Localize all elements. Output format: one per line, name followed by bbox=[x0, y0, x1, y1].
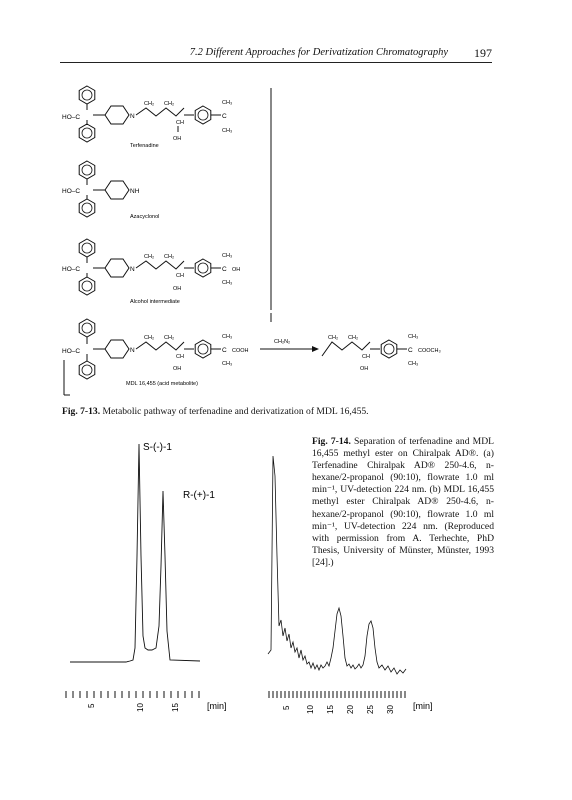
svg-text:CH: CH bbox=[176, 354, 184, 360]
svg-text:OH: OH bbox=[232, 267, 241, 273]
svg-text:COOH: COOH bbox=[232, 348, 249, 354]
compound-label: Alcohol intermediate bbox=[130, 299, 180, 305]
compound-label: Terfenadine bbox=[130, 143, 159, 149]
tick-label: 25 bbox=[366, 705, 375, 714]
svg-text:N: N bbox=[130, 113, 135, 120]
svg-text:COOCH₃: COOCH₃ bbox=[418, 348, 441, 354]
svg-text:N: N bbox=[130, 347, 135, 354]
svg-text:CH₃: CH₃ bbox=[408, 361, 419, 367]
figure-13-label: Fig. 7-13. bbox=[62, 406, 101, 417]
structure-azacyclonol bbox=[62, 161, 159, 220]
svg-text:OH: OH bbox=[173, 136, 182, 142]
svg-text:C: C bbox=[222, 113, 227, 120]
structure-methyl-ester bbox=[322, 334, 441, 372]
svg-text:CH₃: CH₃ bbox=[222, 280, 233, 286]
chromatogram-a bbox=[66, 442, 227, 712]
tick-label: 10 bbox=[136, 703, 145, 712]
svg-text:CH₃: CH₃ bbox=[408, 334, 419, 340]
svg-text:CH₃: CH₃ bbox=[222, 128, 233, 134]
svg-text:OH: OH bbox=[360, 366, 369, 372]
figure-14-text: Separation of terfenadine and MDL 16,455 methyl ester on Chiralpak AD®. (a) Terfenadine Chiralpak AD® 250-4.6, n-hexane/2-propanol (90:10), flowrate 1.0 ml min⁻¹, UV-detection 224 nm. (b) MDL 16,455 methyl ester Chiralpak AD® 250-4.6, n-hexane/2-propanol (90:10), flowrate 1.0 ml min⁻¹, UV-detection 224 nm. (Reproduced with permission from A. Terhechte, PhD Thesis, University of Münster, Münster, 1993 [24].) bbox=[312, 436, 494, 568]
axis-unit: [min] bbox=[207, 701, 227, 711]
svg-text:CH₃: CH₃ bbox=[222, 100, 233, 106]
page-number: 197 bbox=[474, 46, 492, 60]
svg-text:CH₂: CH₂ bbox=[164, 101, 175, 107]
compound-label: Azacyclonol bbox=[130, 214, 160, 220]
structure-alcohol-intermediate bbox=[62, 239, 240, 305]
svg-text:OH: OH bbox=[173, 366, 182, 372]
peak-label-s: S-(-)-1 bbox=[143, 442, 172, 453]
svg-text:HO–C: HO–C bbox=[62, 266, 81, 273]
svg-text:CH₃: CH₃ bbox=[222, 361, 233, 367]
svg-text:CH₂: CH₂ bbox=[164, 254, 175, 260]
svg-text:NH: NH bbox=[130, 188, 140, 195]
svg-text:CH₂: CH₂ bbox=[144, 254, 155, 260]
svg-text:CH₂: CH₂ bbox=[144, 101, 155, 107]
svg-text:CH₂: CH₂ bbox=[328, 335, 339, 341]
figure-14-caption bbox=[312, 436, 494, 569]
tick-label: 5 bbox=[282, 705, 291, 710]
svg-text:C: C bbox=[222, 347, 227, 354]
figure-13-text: Metabolic pathway of terfenadine and derivatization of MDL 16,455. bbox=[102, 406, 369, 417]
svg-text:CH₃: CH₃ bbox=[222, 334, 233, 340]
tick-label: 5 bbox=[87, 703, 96, 708]
figure-14-label: Fig. 7-14. bbox=[312, 436, 351, 447]
tick-label: 30 bbox=[386, 705, 395, 714]
tick-label: 20 bbox=[346, 705, 355, 714]
tick-label: 15 bbox=[171, 703, 180, 712]
svg-text:N: N bbox=[130, 266, 135, 273]
chromatogram-a-trace bbox=[70, 444, 200, 662]
svg-text:HO–C: HO–C bbox=[62, 188, 81, 195]
svg-text:C: C bbox=[408, 347, 413, 354]
chromatogram-b-axis bbox=[269, 691, 405, 698]
svg-text:CH₃: CH₃ bbox=[222, 253, 233, 259]
chromatogram-a-axis bbox=[66, 691, 199, 698]
header-rule bbox=[60, 62, 492, 63]
metabolic-pathway-scheme bbox=[60, 70, 500, 400]
svg-text:CH₂: CH₂ bbox=[348, 335, 359, 341]
svg-text:CH: CH bbox=[176, 120, 184, 126]
tick-label: 15 bbox=[326, 705, 335, 714]
section-title: 7.2 Different Approaches for Derivatization Chromatography bbox=[189, 47, 448, 58]
svg-text:HO–C: HO–C bbox=[62, 348, 81, 355]
figure-13-caption bbox=[62, 406, 502, 417]
structure-terfenadine bbox=[62, 86, 232, 149]
reagent-label: CH₂N₂ bbox=[274, 339, 291, 345]
atom-label: HO–C bbox=[62, 114, 81, 121]
svg-text:CH₂: CH₂ bbox=[164, 335, 175, 341]
svg-text:CH: CH bbox=[362, 354, 370, 360]
svg-text:CH₂: CH₂ bbox=[144, 335, 155, 341]
structure-mdl-16455 bbox=[62, 319, 249, 387]
running-header bbox=[60, 47, 492, 63]
svg-text:CH: CH bbox=[176, 273, 184, 279]
peak-label-r: R-(+)-1 bbox=[183, 490, 215, 501]
tick-label: 10 bbox=[306, 705, 315, 714]
axis-unit: [min] bbox=[413, 701, 433, 711]
svg-text:OH: OH bbox=[173, 286, 182, 292]
compound-label: MDL 16,455 (acid metabolite) bbox=[126, 381, 198, 387]
svg-text:C: C bbox=[222, 266, 227, 273]
